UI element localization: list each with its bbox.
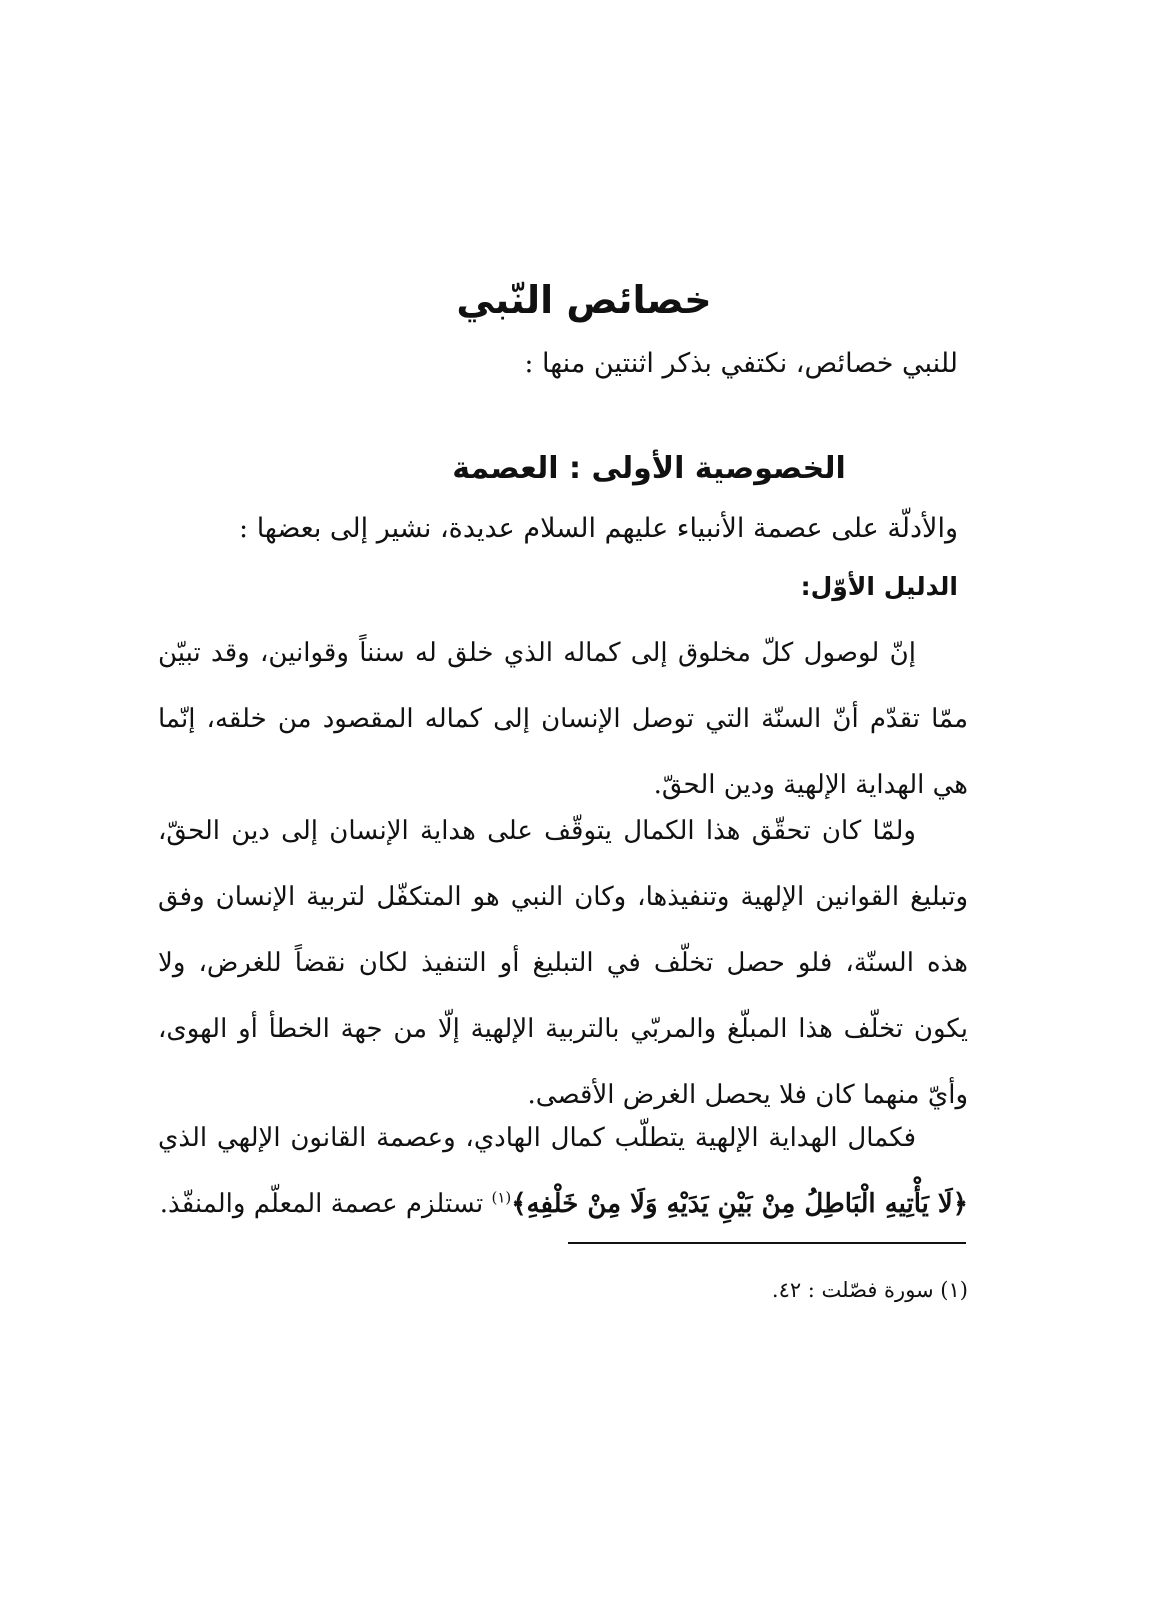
paragraph-3-start: فكمال الهداية الإلهية يتطلّب كمال الهادي، وعصمة القانون الإلهي الذي — [158, 1123, 916, 1153]
intro-paragraph: للنبي خصائص، نكتفي بذكر اثنتين منها : — [524, 348, 958, 379]
page-title: خصائص النّبي — [456, 278, 712, 322]
paragraph-1: إنّ لوصول كلّ مخلوق إلى كماله الذي خلق له سنناً وقوانين، وقد تبيّن ممّا تقدّم أنّ السنّة التي توصل الإنسان إلى كماله المقصود من خلقه، إنّما هي الهداية الإلهية ودين الحقّ. — [158, 638, 968, 800]
evidence-intro: والأدلّة على عصمة الأنبياء عليهم السلام عديدة، نشير إلى بعضها : — [239, 513, 958, 544]
paragraph-3-end: تستلزم عصمة المعلّم والمنفّذ. — [159, 1189, 484, 1219]
proof-label: الدليل الأوّل: — [800, 572, 958, 601]
footnote-divider — [568, 1242, 966, 1244]
section-heading: الخصوصية الأولى : العصمة — [452, 451, 846, 486]
paragraph-2: ولمّا كان تحقّق هذا الكمال يتوقّف على هداية الإنسان إلى دين الحقّ، وتبليغ القوانين الإلهية وتنفيذها، وكان النبي هو المتكفّل لتربية الإنسان وفق هذه السنّة، فلو حصل تخلّف في التبليغ أو التنفيذ لكان نقضاً للغرض، ولا يكون تخلّف هذا المبلّغ والمربّي بالتربية الإلهية إلّا من جهة الخطأ أو الهوى، وأيّ منهما كان فلا يحصل الغرض الأقصى. — [158, 816, 968, 1110]
quran-verse: ﴿لَا يَأْتِيهِ الْبَاطِلُ مِنْ بَيْنِ يَدَيْهِ وَلَا مِنْ خَلْفِهِ﴾ — [511, 1189, 968, 1219]
footnote: (١) سورة فصّلت : ٤٢. — [771, 1278, 968, 1302]
footnote-marker: (١) — [491, 1188, 512, 1207]
paragraph-3 — [158, 1105, 968, 1237]
